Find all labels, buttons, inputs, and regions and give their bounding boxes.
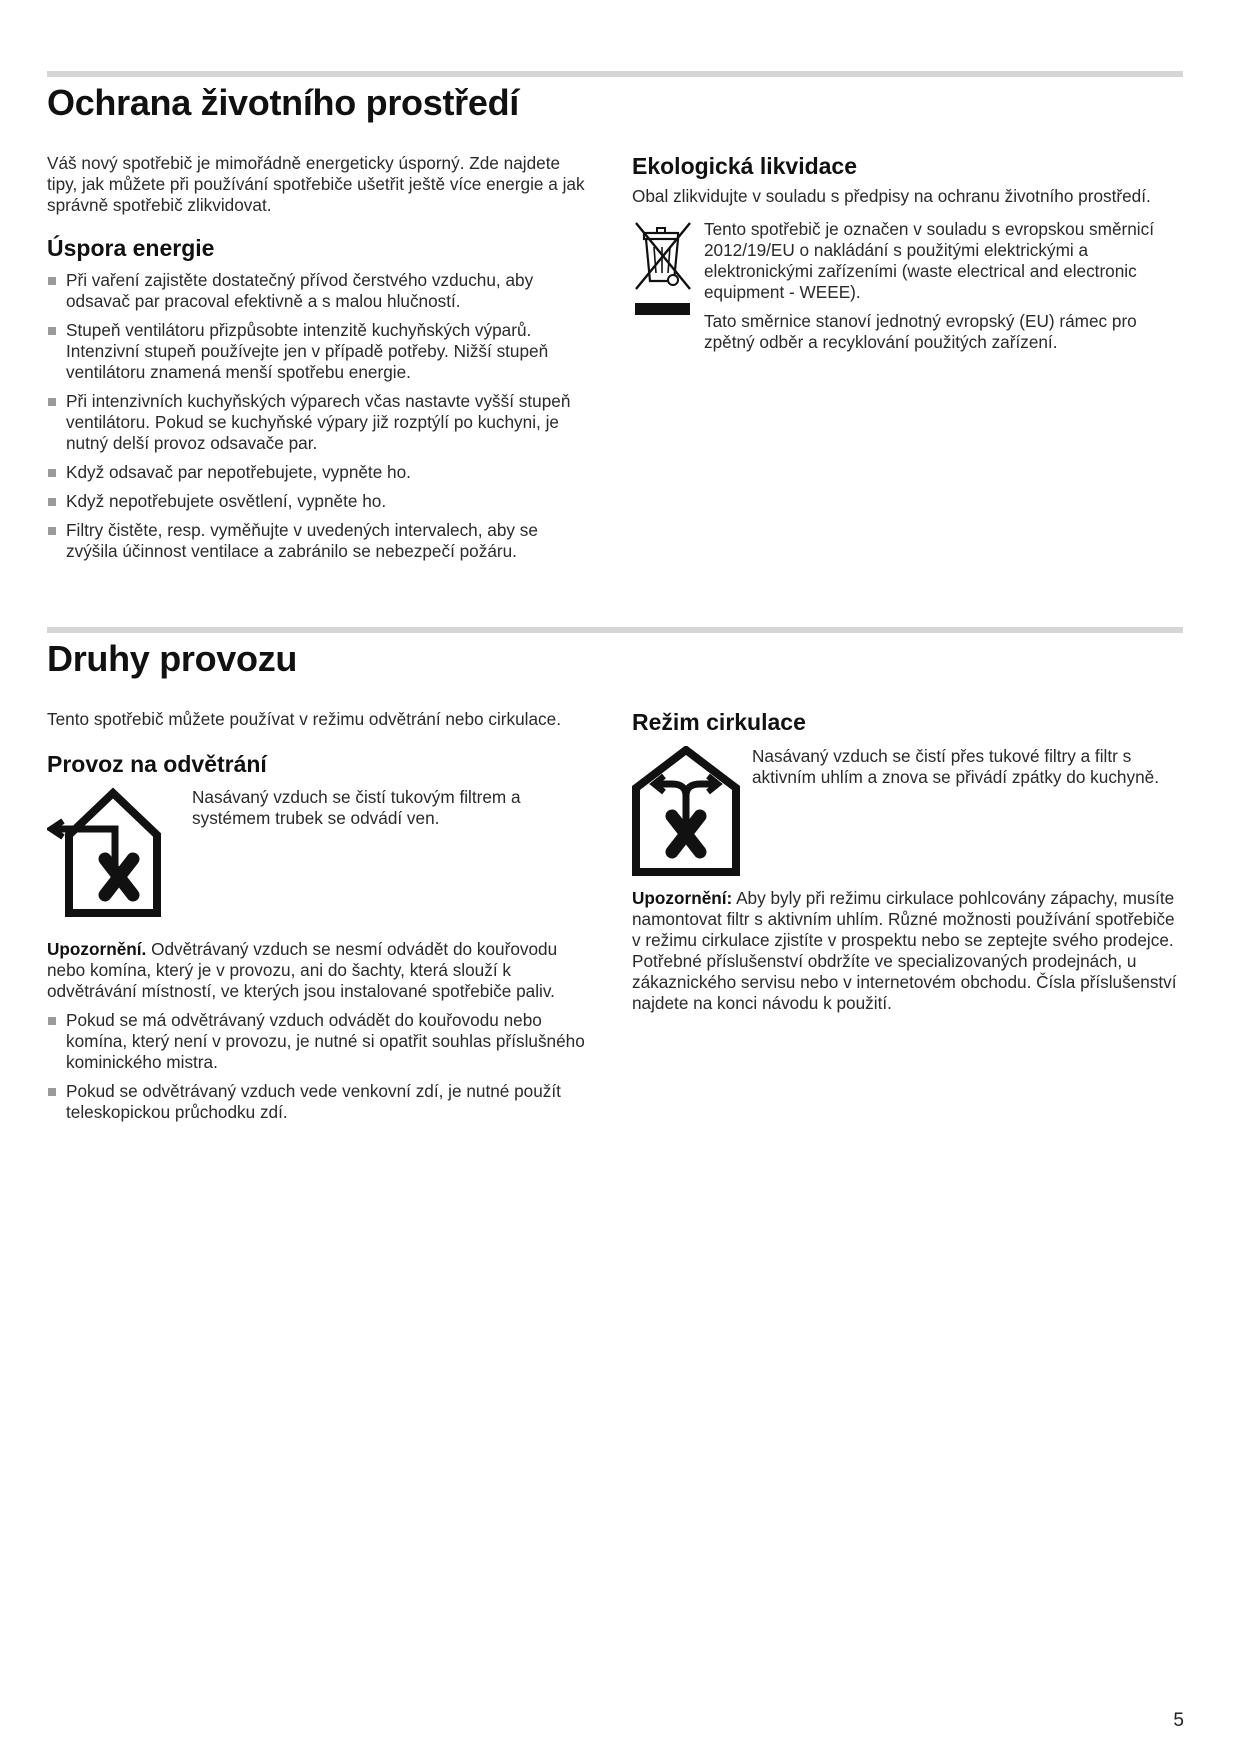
exhaust-mode-house-icon [47,787,175,923]
section-divider [47,71,1183,77]
recirculation-text: Nasávaný vzduch se čistí přes tukové filtry a filtr s aktivním uhlím a znova se přivádí zpátky do kuchyně. [752,746,1159,787]
disposal-heading: Ekologická likvidace [632,153,858,179]
warning-label: Upozornění. [47,939,147,959]
list-item: Pokud se odvětrávaný vzduch vede venkovní zdí, je nutné použít teleskopickou průchodku zdí. [47,1081,592,1123]
exhaust-figure-block [47,787,592,927]
list-item: Když nepotřebujete osvětlení, vypněte ho. [47,491,592,512]
list-item: Stupeň ventilátoru přizpůsobte intenzitě kuchyňských výparů. Intenzivní stupeň používejte jen v případě potřeby. Nižší stupeň ventilátoru znamená menší spotřebu energie. [47,320,592,383]
recirculation-figure-block [632,746,1177,878]
section-title-operation-modes: Druhy provozu [47,638,298,679]
exhaust-mode-heading: Provoz na odvětrání [47,751,267,777]
weee-block [632,219,1177,353]
section-divider [47,627,1183,633]
recirculation-heading: Režim cirkulace [632,709,806,735]
modes-right-column [632,708,1177,1014]
section-title-environment: Ochrana životního prostředí [47,82,519,123]
list-item: Filtry čistěte, resp. vyměňujte v uvedených intervalech, aby se zvýšila účinnost ventilace a zabránilo se nebezpečí požáru. [47,520,592,562]
modes-intro: Tento spotřebič můžete používat v režimu odvětrání nebo cirkulace. [47,709,561,729]
list-item: Pokud se má odvětrávaný vzduch odvádět do kouřovodu nebo komína, který není v provozu, je nutné si opatřit souhlas příslušného kominického mistra. [47,1010,592,1073]
energy-saving-heading: Úspora energie [47,235,215,261]
page-number: 5 [1173,1710,1184,1731]
recirculation-warning [632,888,1177,1014]
warning-text: Aby byly při režimu cirkulace pohlcovány zápachy, musíte namontovat filtr s aktivním uhlím. Různé možnosti používání spotřebiče v režimu cirkulace zjistíte v prospektu nebo se zeptejte svého prodejce. Potřebné příslušenství obdržíte ve specializovaných prodejnách, u zákaznického servisu nebo v internetovém obchodu. Čísla příslušenství najdete na konci návodu k použití. [632,888,1177,1013]
recirculation-mode-house-icon [632,746,740,878]
modes-left-column [47,709,592,1131]
warning-text: Odvětrávaný vzduch se nesmí odvádět do kouřovodu nebo komína, který je v provozu, ani do šachty, která slouží k odvětrávání místností, ve kterých jsou instalované spotřebiče paliv. [47,939,558,1001]
env-right-column [632,152,1177,353]
energy-saving-list [47,270,592,562]
crossed-out-wheelie-bin-icon [632,219,694,319]
env-intro: Váš nový spotřebič je mimořádně energeticky úsporný. Zde najdete tipy, jak můžete při používání spotřebiče ušetřit ještě více energie a jak správně spotřebič zlikvidovat. [47,153,585,215]
disposal-text: Obal zlikvidujte v souladu s předpisy na ochranu životního prostředí. [632,186,1151,206]
exhaust-notes-list [47,1010,592,1123]
exhaust-mode-text: Nasávaný vzduch se čistí tukovým filtrem a systémem trubek se odvádí ven. [192,787,521,828]
list-item: Když odsavač par nepotřebujete, vypněte ho. [47,462,592,483]
exhaust-warning [47,939,592,1002]
list-item: Při vaření zajistěte dostatečný přívod čerstvého vzduchu, aby odsavač par pracoval efektivně a s malou hlučností. [47,270,592,312]
weee-text-2: Tato směrnice stanoví jednotný evropský (EU) rámec pro zpětný odběr a recyklování použitých zařízení. [704,311,1137,352]
env-left-column [47,153,592,570]
weee-text-1: Tento spotřebič je označen v souladu s evropskou směrnicí 2012/19/EU o nakládání s použitými elektrickými a elektronickými zařízeními (waste electrical and electronic equipment - WEEE). [704,219,1154,302]
list-item: Při intenzivních kuchyňských výparech včas nastavte vyšší stupeň ventilátoru. Pokud se kuchyňské výpary již rozptýlí po kuchyni, je nutný delší provoz odsavače par. [47,391,592,454]
warning-label: Upozornění: [632,888,733,908]
